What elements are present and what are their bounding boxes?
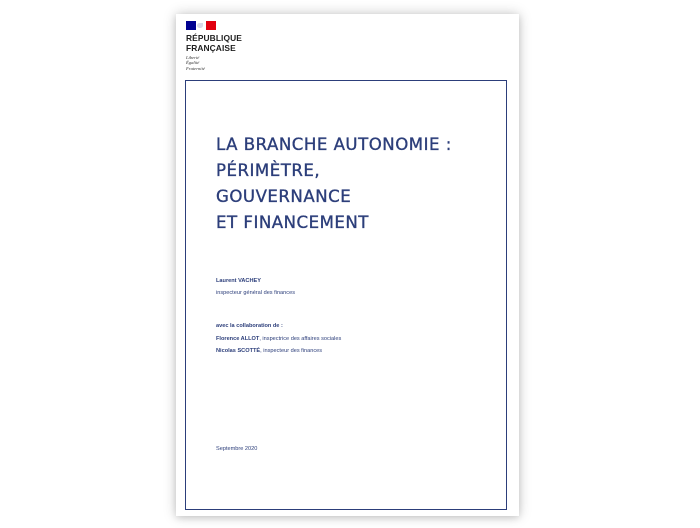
author-role: inspecteur général des finances <box>216 290 295 296</box>
report-title <box>216 132 516 236</box>
motto-fraternite: Fraternité <box>186 65 205 71</box>
title-line-3: GOUVERNANCE <box>216 187 352 206</box>
institution-line-2: FRANÇAISE <box>186 43 236 53</box>
author-name: Laurent VACHEY <box>216 278 261 284</box>
collaborator-1 <box>216 336 341 343</box>
collaborator-2-name: Nicolas SCOTTÉ <box>216 348 261 354</box>
collaborator-1-name: Florence ALLOT <box>216 336 260 342</box>
title-line-4: ET FINANCEMENT <box>216 213 369 232</box>
collaboration-intro: avec la collaboration de : <box>216 323 283 329</box>
motto <box>186 55 205 71</box>
title-line-1: LA BRANCHE AUTONOMIE : <box>216 135 452 154</box>
institution-line-1: RÉPUBLIQUE <box>186 33 242 43</box>
motto-liberte: Liberté <box>186 55 200 60</box>
flag-blue-band <box>186 21 196 30</box>
collaborator-1-role: , inspectrice des affaires sociales <box>259 336 342 342</box>
flag-red-band <box>206 21 216 30</box>
report-cover-page <box>176 14 519 516</box>
flag-white-band <box>196 21 206 30</box>
title-line-2: PÉRIMÈTRE, <box>216 161 321 180</box>
collaborator-2-role: , inspecteur des finances <box>260 348 323 354</box>
republique-francaise-logo-text <box>186 33 242 53</box>
motto-egalite: Égalité <box>186 60 200 66</box>
collaborator-2 <box>216 348 322 355</box>
tricolor-flag-icon <box>186 21 216 30</box>
publication-date: Septembre 2020 <box>216 446 258 452</box>
